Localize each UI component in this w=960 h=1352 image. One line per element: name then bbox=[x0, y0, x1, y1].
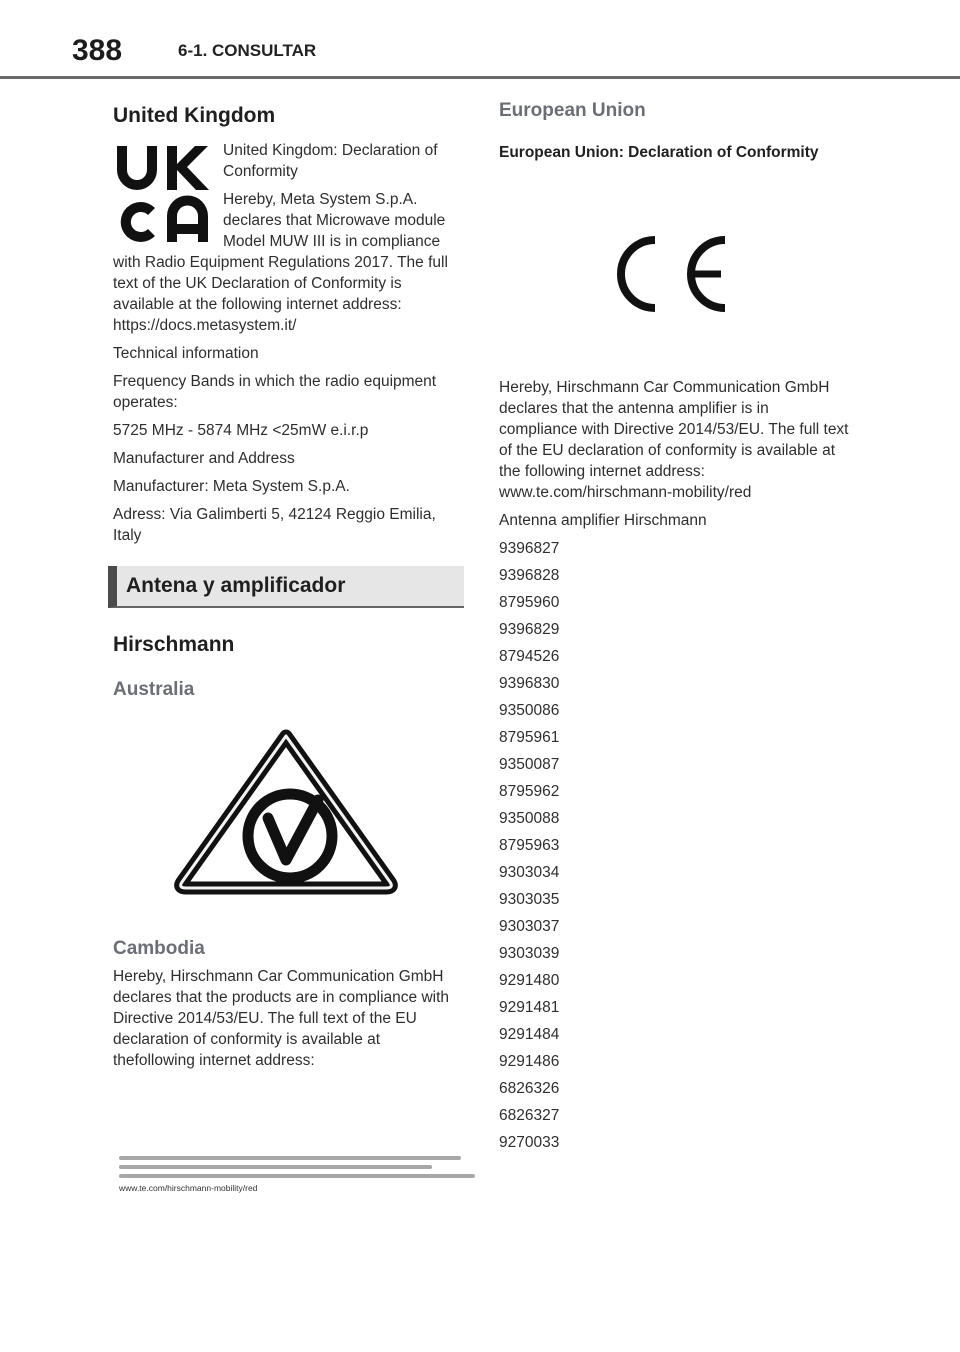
page-number: 388 bbox=[72, 34, 123, 67]
part-number: 9270033 bbox=[499, 1134, 560, 1151]
part-number: 9303035 bbox=[499, 891, 560, 908]
part-number: 9303034 bbox=[499, 864, 560, 881]
uk-address: Adress: Via Galimberti 5, 42124 Reggio Emilia, Italy bbox=[113, 506, 436, 544]
khmer-text-line bbox=[119, 1156, 461, 1160]
eu-declaration-body: Hereby, Hirschmann Car Communication GmbH declares that the antenna amplifier is in compliance with Directive 2014/53/EU. The full text of the EU declaration of conformity is available at the following internet address: www.te.com/hirschmann-mobility/red bbox=[499, 379, 849, 501]
part-number: 9350086 bbox=[499, 702, 560, 719]
uk-band-value: 5725 MHz - 5874 MHz <25mW e.i.r.p bbox=[113, 422, 369, 439]
ukca-logo-icon bbox=[115, 144, 213, 244]
part-number: 6826326 bbox=[499, 1080, 560, 1097]
part-number: 9396827 bbox=[499, 540, 560, 557]
header-divider bbox=[0, 76, 960, 79]
chapter-title: 6-1. CONSULTAR bbox=[178, 41, 317, 60]
australia-heading: Australia bbox=[113, 679, 195, 700]
khmer-text-line bbox=[119, 1174, 475, 1178]
cambodia-heading: Cambodia bbox=[113, 938, 205, 959]
uk-declaration-title: United Kingdom: Declaration of Conformity bbox=[223, 142, 438, 180]
part-number: 6826327 bbox=[499, 1107, 560, 1124]
khmer-declaration bbox=[119, 1152, 475, 1193]
part-number: 9291480 bbox=[499, 972, 560, 989]
part-number: 9396829 bbox=[499, 621, 560, 638]
part-number: 8795960 bbox=[499, 594, 560, 611]
uk-bands-label: Frequency Bands in which the radio equipment operates: bbox=[113, 373, 437, 411]
cambodia-body: Hereby, Hirschmann Car Communication GmbH declares that the products are in compliance with Directive 2014/53/EU. The full text of the EU declaration of conformity is available at thefollowing internet address: bbox=[113, 968, 450, 1069]
uk-manufacturer-label: Manufacturer and Address bbox=[113, 450, 295, 467]
part-number: 9291484 bbox=[499, 1026, 560, 1043]
part-number: 9303039 bbox=[499, 945, 560, 962]
khmer-url: www.te.com/hirschmann-mobility/red bbox=[119, 1183, 258, 1193]
part-number: 9350088 bbox=[499, 810, 560, 827]
uk-section bbox=[113, 104, 463, 546]
part-number: 9396830 bbox=[499, 675, 560, 692]
hirschmann-heading: Hirschmann bbox=[113, 633, 235, 656]
khmer-text-line bbox=[119, 1165, 432, 1169]
eu-parts-label: Antenna amplifier Hirschmann bbox=[499, 512, 707, 529]
part-number: 9396828 bbox=[499, 567, 560, 584]
uk-manufacturer: Manufacturer: Meta System S.p.A. bbox=[113, 478, 350, 495]
part-number: 8795963 bbox=[499, 837, 560, 854]
section-title-bar bbox=[108, 566, 464, 608]
uk-declaration-body: Hereby, Meta System S.p.A. declares that Microwave module Model MUW III is in compliance with Radio Equipment Regulations 2017. The full text of the UK Declaration of Conformity is available at the following internet address: https://docs.metasystem.it/ bbox=[113, 191, 448, 334]
part-number: 8794526 bbox=[499, 648, 560, 665]
part-number: 9350087 bbox=[499, 756, 560, 773]
part-number: 8795961 bbox=[499, 729, 560, 746]
uk-tech-info: Technical information bbox=[113, 345, 259, 362]
ce-mark-icon bbox=[613, 232, 729, 316]
eu-section bbox=[499, 100, 859, 162]
section-title: Antena y amplificador bbox=[126, 574, 346, 597]
part-number: 9303037 bbox=[499, 918, 560, 935]
eu-parts-list bbox=[499, 538, 849, 1159]
eu-declaration-title: European Union: Declaration of Conformity bbox=[499, 144, 819, 161]
page-header bbox=[0, 0, 960, 78]
eu-heading: European Union bbox=[499, 100, 646, 121]
part-number: 9291481 bbox=[499, 999, 560, 1016]
uk-heading: United Kingdom bbox=[113, 104, 276, 127]
part-number: 9291486 bbox=[499, 1053, 560, 1070]
part-number: 8795962 bbox=[499, 783, 560, 800]
rcm-mark-icon bbox=[170, 724, 402, 896]
